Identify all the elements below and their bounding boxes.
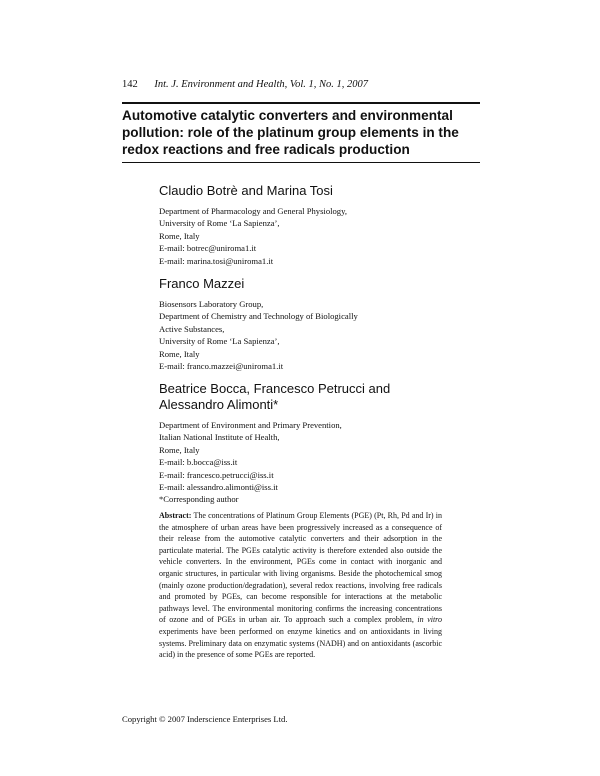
author-group-3 [159,381,479,506]
corresponding-author-note: *Corresponding author [159,494,239,505]
author-group-2 [159,276,479,372]
page-number: 142 [122,79,138,90]
copyright-notice: Copyright © 2007 Inderscience Enterprises Ltd. [122,714,288,724]
affiliation-line: Department of Pharmacology and General Physiology, [159,206,347,216]
abstract-label: Abstract: [159,511,192,520]
title-bottom-rule [122,162,480,163]
email-line: E-mail: botrec@uniroma1.it [159,243,257,254]
affiliation [159,205,479,267]
affiliation-line: Department of Environment and Primary Prevention, [159,420,342,430]
author-names-line-1: Beatrice Bocca, Francesco Petrucci and [159,381,391,396]
abstract-text: The concentrations of Platinum Group Elements (PGE) (Pt, Rh, Pd and Ir) in the atmosphere of urban areas have been progressively increased as a consequence of their release from the automotive catalytic converters and their adsorption in the particulate material. The PGEs catalytic activity is therefore extended also outside the vehicle converters. In the environment, PGEs come in contact with inorganic and organic structures, in particular with living organisms. Beside the photochemical smog (mainly ozone production/degradation), several redox reactions, involving free radicals and promoted by PGEs, can become responsible for interactions at the metabolic pathways level. The environmental monitoring confirms the increasing concentrations of ozone and of PGEs in urban air. To approach such a complex problem, [159,511,442,625]
author-names [159,381,479,413]
abstract-italic: in vitro [417,615,443,625]
affiliation-line: Italian National Institute of Health, [159,432,280,443]
email-line: E-mail: marina.tosi@uniroma1.it [159,255,274,266]
affiliation-line: Biosensors Laboratory Group, [159,299,264,309]
email-line: E-mail: b.bocca@iss.it [159,457,238,468]
abstract [159,510,442,661]
paper-title: Automotive catalytic converters and environmental pollution: role of the platinum group elements in the redox reactions and free radicals production [122,108,459,157]
abstract-text-continued: experiments have been performed on enzyme kinetics and on antioxidants in living systems. Preliminary data on enzymatic systems (NADH) and on antioxidants (ascorbic acid) in the presence of some PGEs are reported. [159,626,442,660]
affiliation-line: Active Substances, [159,323,225,334]
running-header [122,79,368,90]
affiliation-line: Rome, Italy [159,444,200,455]
email-line: E-mail: francesco.petrucci@iss.it [159,469,274,480]
title-top-rule [122,102,480,104]
affiliation-line: Department of Chemistry and Technology of Biologically [159,311,358,322]
author-names-line-2: Alessandro Alimonti* [159,397,279,412]
affiliation [159,419,479,506]
author-group-1 [159,183,479,267]
affiliation-line: University of Rome ‘La Sapienza’, [159,218,280,229]
author-names: Franco Mazzei [159,276,245,291]
affiliation [159,298,479,372]
author-names: Claudio Botrè and Marina Tosi [159,183,333,198]
journal-citation: Int. J. Environment and Health, Vol. 1, No. 1, 2007 [154,79,369,90]
affiliation-line: Rome, Italy [159,348,200,359]
email-line: E-mail: alessandro.alimonti@iss.it [159,482,278,493]
affiliation-line: Rome, Italy [159,230,200,241]
affiliation-line: University of Rome ‘La Sapienza’, [159,336,280,347]
email-line: E-mail: franco.mazzei@uniroma1.it [159,361,284,372]
